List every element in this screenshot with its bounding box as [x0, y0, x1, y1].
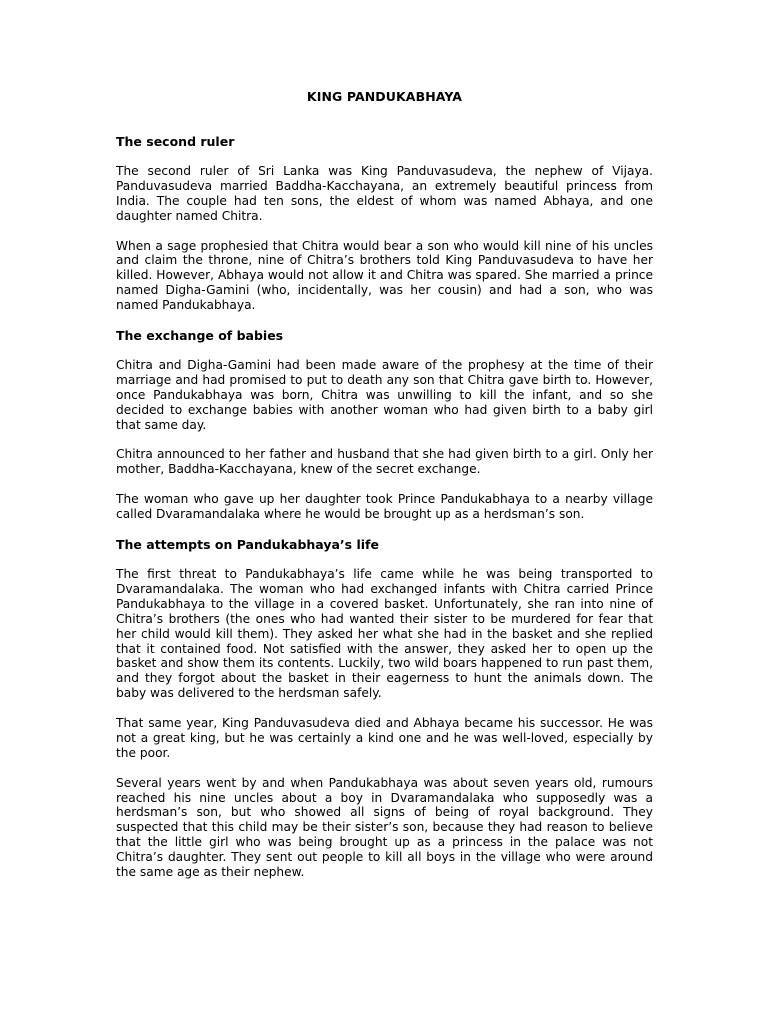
paragraph: When a sage prophesied that Chitra would bear a son who would kill nine of his uncles and claim the throne, nine of Chitra’s brothers told King Panduvasudeva to have her killed. However, Abhaya would not allow it and Chitra was spared. She married a prince named Digha-Gamini (who, incidentally, was her cousin) and had a son, who was named Pandukabhaya.	[116, 238, 653, 313]
paragraph: That same year, King Panduvasudeva died and Abhaya became his successor. He was not a great king, but he was certainly a kind one and he was well-loved, especially by the poor.	[116, 716, 653, 760]
paragraph: Chitra announced to her father and husband that she had given birth to a girl. Only her mother, Baddha-Kacchayana, knew of the secret exchange.	[116, 447, 653, 477]
paragraph: Chitra and Digha-Gamini had been made aware of the prophesy at the time of their marriage and had promised to put to death any son that Chitra gave birth to. However, once Pandukabhaya was born, Chitra was unwilling to kill the infant, and so she decided to exchange babies with another woman who had given birth to a baby girl that same day.	[116, 358, 653, 432]
section-attempts-on-life	[116, 537, 653, 880]
document-title: KING PANDUKABHAYA	[306, 89, 463, 104]
section-heading: The exchange of babies	[116, 328, 284, 344]
section-exchange-of-babies	[116, 328, 653, 522]
paragraph: The second ruler of Sri Lanka was King Panduvasudeva, the nephew of Vijaya. Panduvasudeva married Baddha-Kacchayana, an extremely beautiful princess from India. The couple had ten sons, the eldest of whom was named Abhaya, and one daughter named Chitra.	[116, 164, 653, 223]
paragraph: Several years went by and when Pandukabhaya was about seven years old, rumours reached his nine uncles about a boy in Dvaramandalaka who supposedly was a herdsman’s son, but who showed all signs of being of royal background. They suspected that this child may be their sister’s son, because they had reason to believe that the little girl who was being brought up as a princess in the palace was not Chitra’s daughter. They sent out people to kill all boys in the village who were around the same age as their nephew.	[116, 775, 653, 880]
paragraph: The woman who gave up her daughter took Prince Pandukabhaya to a nearby village called Dvaramandalaka where he would be brought up as a herdsman’s son.	[116, 492, 653, 522]
document-content	[116, 89, 653, 895]
section-heading: The second ruler	[116, 134, 235, 149]
section-heading: The attempts on Pandukabhaya’s life	[116, 536, 379, 552]
paragraph: The first threat to Pandukabhaya’s life came while he was being transported to Dvaramandalaka. The woman who had exchanged infants with Chitra carried Prince Pandukabhaya to the village in a covered basket. Unfortunately, she ran into nine of Chitra’s brothers (the ones who had wanted their sister to be murdered for fear that her child would kill them). They asked her what she had in the basket and she replied that it contained food. Not satisfied with the answer, they asked her to open up the basket and show them its contents. Luckily, two wild boars happened to run past them, and they forgot about the basket in their eagerness to hunt the animals down. The baby was delivered to the herdsman safely.	[116, 566, 653, 701]
section-second-ruler	[116, 134, 653, 313]
